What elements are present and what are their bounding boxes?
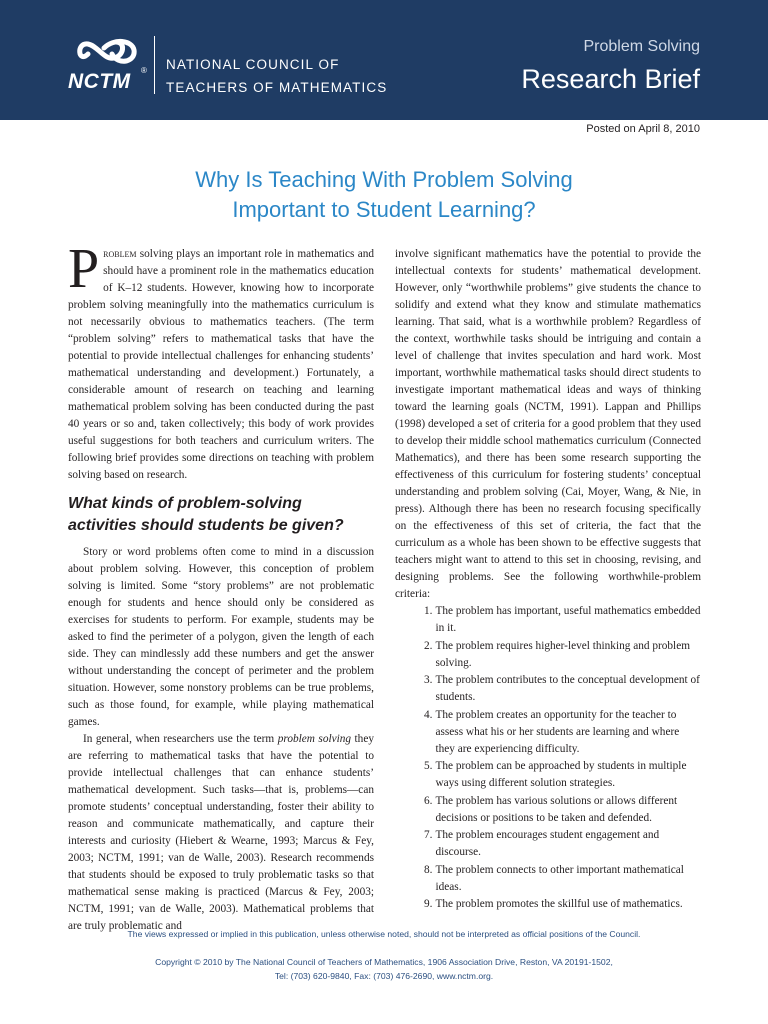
criteria-list <box>424 603 701 913</box>
disclaimer: The views expressed or implied in this publication, unless otherwise noted, should not be interpreted as official positions of the Council. <box>127 929 641 939</box>
criteria-number: 8. <box>424 863 433 876</box>
left-column <box>68 238 374 935</box>
criteria-item <box>424 672 701 706</box>
org-name-line1: NATIONAL COUNCIL OF <box>166 57 340 72</box>
criteria-text: The problem has various solutions or allows different decisions or positions to be taken and defended. <box>435 794 678 824</box>
criteria-text: The problem connects to other important mathematical ideas. <box>435 863 684 893</box>
body-paragraph-3 <box>68 731 374 935</box>
document-type: Research Brief <box>521 64 700 94</box>
intro-text: solving plays an important role in mathematics and should have a prominent role in the mathematics education of K–12 students. However, knowing how to incorporate problem solving meaningfully into the mathematics curriculum is not necessarily obvious to mathematics teachers. (The term “problem solving” refers to mathematical tasks that have the potential to provide intellectual challenges for enhancing students’ mathematical understanding and development.) Fortunately, a considerable amount of research on teaching and learning mathematical problem solving has been conducted during the past 40 years or so and, taken collectively; this body of work provides useful suggestions for both teachers and curriculum writers. The following brief provides some directions on teaching with problem solving based on research. <box>68 248 374 481</box>
criteria-item <box>424 638 701 672</box>
criteria-text: The problem contributes to the conceptual development of students. <box>435 674 700 703</box>
criteria-text: The problem can be approached by students in multiple ways using different solution strategies. <box>435 760 687 789</box>
criteria-item <box>424 793 701 827</box>
p3-text-before: In general, when researchers use the term <box>83 733 278 745</box>
criteria-text: The problem encourages student engagement and discourse. <box>435 829 660 858</box>
criteria-text: The problem creates an opportunity for the teacher to assess what his or her students are learning and where they are experiencing difficulty. <box>435 708 680 755</box>
body-paragraph-2: Story or word problems often come to mind in a discussion about problem solving. However, this conception of problem solving is limited. Some “story problems” are not problematic enough for students and hence should only be considered as exercises for students to perform. For example, students may be asked to find the perimeter of a polygon, given the length of each side. They can mindlessly add these numbers and get the answer without understanding the concept of perimeter and the problem situation. However, some nonstory problems can be true problems, such as those found, for example, while playing mathematical games. <box>68 546 374 728</box>
criteria-number: 6. <box>424 794 433 807</box>
title-line1: Why Is Teaching With Problem Solving <box>195 167 573 192</box>
nctm-logo <box>68 34 152 98</box>
criteria-item <box>424 603 701 637</box>
drop-cap: P <box>68 238 100 300</box>
copyright <box>0 955 768 983</box>
intro-smallcaps: roblem <box>103 248 137 260</box>
criteria-text: The problem promotes the skillful use of mathematics. <box>435 898 683 910</box>
criteria-number: 1. <box>424 605 433 617</box>
intro-paragraph <box>68 238 374 484</box>
criteria-item <box>424 758 701 792</box>
posted-date: Posted on April 8, 2010 <box>586 123 700 135</box>
p3-text-after: they are referring to mathematical tasks that have the potential to provide intellectual challenges that can enhance students’ mathematical development. Such tasks—that is, problems—can promote students’ conceptual understanding, foster their ability to reason and communicate mathematically, and capture their interests and curiosity (Hiebert & Wearne, 1993; Marcus & Fey, 2003; NCTM, 1991; van de Walle, 2003). Research recommends that students should be exposed to truly problematic tasks so that mathematical sense making is practiced (Marcus & Fey, 2003; NCTM, 1991; van de Walle, 2003). Mathematical problems that are truly problematic and <box>68 733 374 932</box>
right-paragraph-1: involve significant mathematics have the potential to provide the intellectual contexts for students’ mathematical development. However, only “worthwhile problems” give students the chance to solidify and extend what they know and stimulate mathematics learning. That said, what is a worthwhile problem? Regardless of the context, worthwhile tasks should be intriguing and contain a level of challenge that invites speculation and hard work. Most important, worthwhile mathematical tasks should direct students to investigate important mathematical ideas and ways of thinking toward the learning goals (NCTM, 1991). Lappan and Phillips (1998) developed a set of criteria for a good problem that they used to develop their middle school mathematics curriculum (Connected Mathematics), and there has been some research supporting the effectiveness of this curriculum for fostering students’ conceptual understanding and problem solving (Cai, Moyer, Wang, & Nie, in press). Although there has been no research focusing specifically on the effectiveness of this set of criteria, the fact that the curriculum as a whole has been shown to be effective suggests that teachers might want to attend to this set in choosing, revising, and designing problems. See the following worthwhile-problem criteria: <box>395 248 701 600</box>
criteria-number: 5. <box>424 760 433 772</box>
nctm-logo-mark-icon <box>74 34 144 68</box>
page-title <box>0 165 768 225</box>
title-line2: Important to Student Learning? <box>232 197 536 222</box>
series-label: Problem Solving <box>583 38 700 55</box>
criteria-item <box>424 896 701 913</box>
section-heading: What kinds of problem-solving activities should students be given? <box>68 495 344 534</box>
criteria-number: 9. <box>424 898 433 910</box>
criteria-text: The problem requires higher-level thinking and problem solving. <box>435 639 690 669</box>
right-column <box>395 246 701 914</box>
criteria-item <box>424 862 701 896</box>
copyright-line2: Tel: (703) 620-9840, Fax: (703) 476-2690, www.nctm.org. <box>274 971 494 981</box>
criteria-text: The problem has important, useful mathematics embedded in it. <box>435 605 701 634</box>
p3-italic-term: problem solving <box>277 733 352 745</box>
criteria-number: 2. <box>424 639 433 652</box>
criteria-number: 3. <box>424 674 433 686</box>
org-name-line2: TEACHERS OF MATHEMATICS <box>166 80 388 95</box>
criteria-item <box>424 827 701 861</box>
criteria-number: 4. <box>424 708 433 721</box>
criteria-number: 7. <box>424 829 433 841</box>
logo-wordmark: NCTM <box>68 70 131 93</box>
organization-name <box>166 53 387 99</box>
logo-divider <box>154 36 155 94</box>
criteria-item <box>424 707 701 758</box>
header-banner <box>0 0 768 120</box>
copyright-line1: Copyright © 2010 by The National Council of Teachers of Mathematics, 1906 Association Drive, Reston, VA 20191-1502, <box>155 957 613 967</box>
registered-mark: ® <box>141 66 147 75</box>
